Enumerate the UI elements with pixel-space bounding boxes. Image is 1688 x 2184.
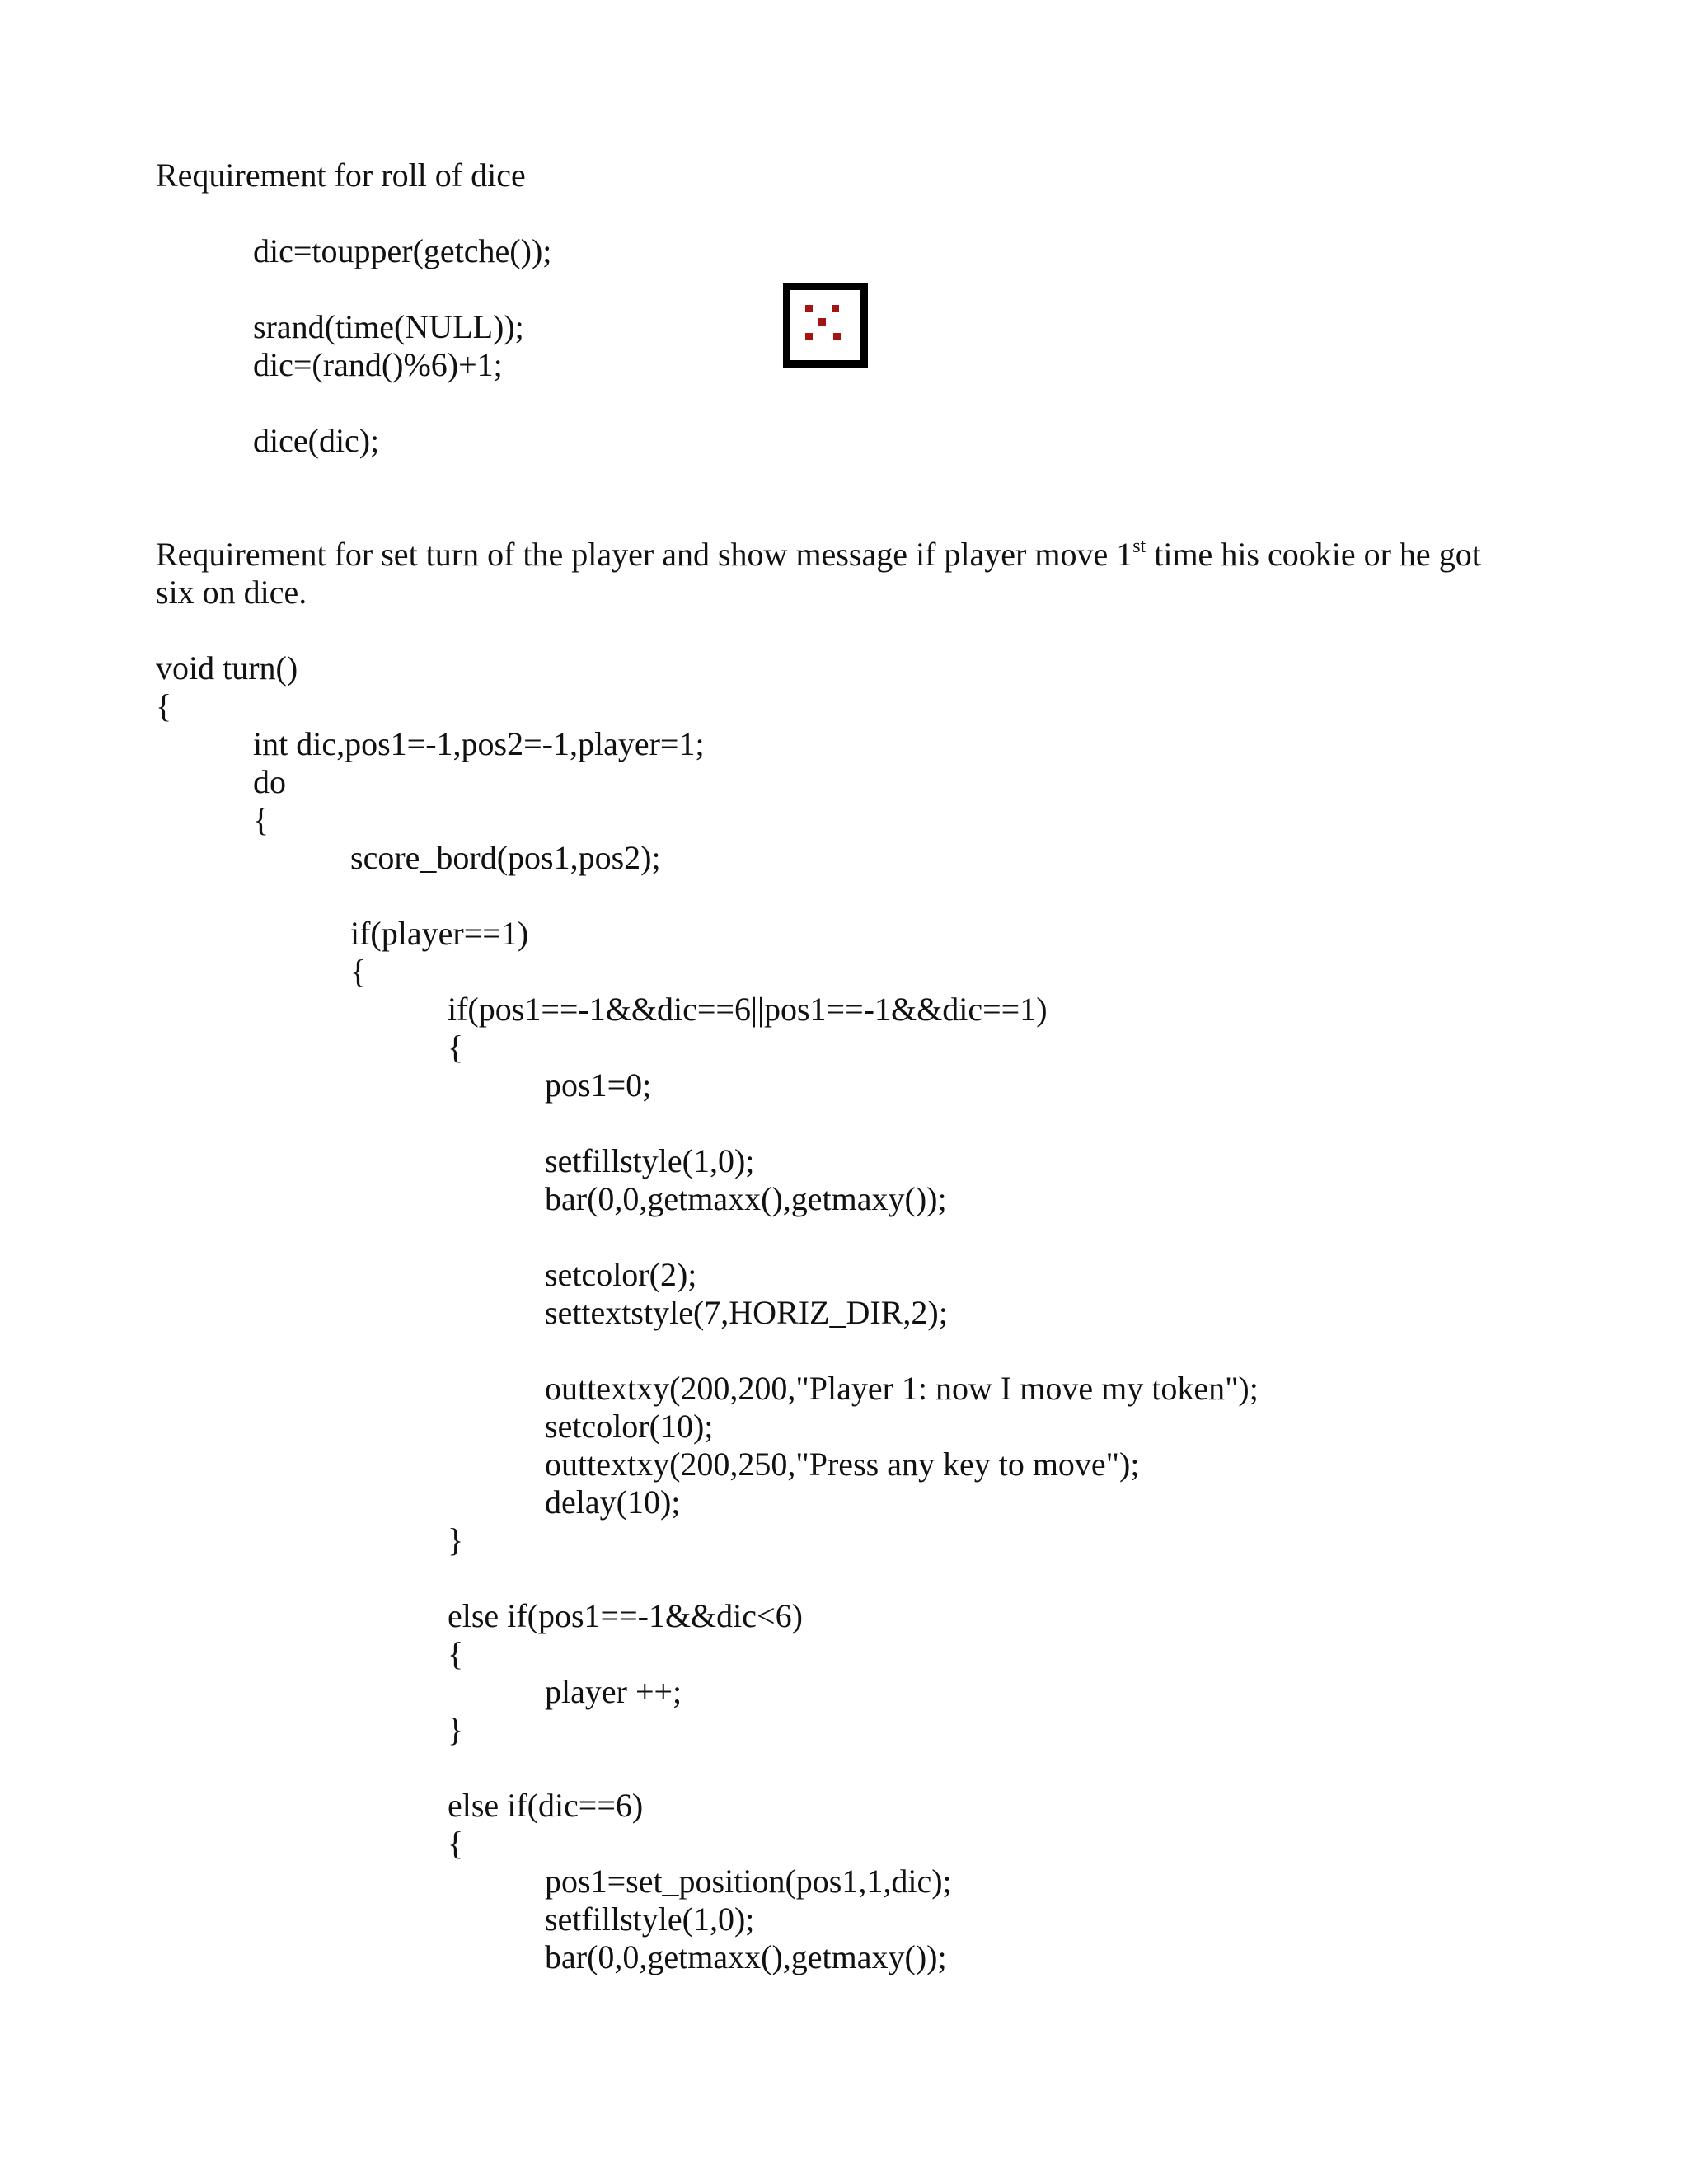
code-line: outtextxy(200,200,"Player 1: now I move my token"); [545,1370,1259,1407]
code-line: } [448,1711,464,1748]
code-line: setcolor(10); [545,1408,714,1445]
code-line: settextstyle(7,HORIZ_DIR,2); [545,1294,948,1331]
code-line: player ++; [545,1673,682,1710]
code-line: { [448,1635,464,1672]
dice-pip [833,333,841,340]
code-line: { [156,687,172,724]
code-line: if(player==1) [350,915,529,952]
code-line: dic=toupper(getche()); [253,232,552,269]
section-heading-set-turn-line2: six on dice. [156,574,307,611]
code-line: srand(time(NULL)); [253,308,524,345]
code-line: delay(10); [545,1483,681,1521]
code-line: dice(dic); [253,422,380,459]
code-line: else if(pos1==-1&&dic<6) [448,1597,803,1634]
code-line: void turn() [156,649,298,687]
section-heading-set-turn [156,536,1481,574]
dice-pip [832,305,839,312]
code-line: { [253,801,270,838]
dice-pip [805,305,813,312]
code-line: pos1=0; [545,1066,652,1104]
code-line: bar(0,0,getmaxx(),getmaxy()); [545,1938,947,1975]
code-line: int dic,pos1=-1,pos2=-1,player=1; [253,725,705,762]
heading-text-continued: time his cookie or he got [1146,536,1481,573]
code-line: else if(dic==6) [448,1787,644,1824]
heading-superscript: st [1132,536,1146,557]
code-line: bar(0,0,getmaxx(),getmaxy()); [545,1180,947,1217]
dice-pip [818,318,826,326]
dice-face-image [783,283,868,368]
code-line: setfillstyle(1,0); [545,1142,755,1179]
code-line: outtextxy(200,250,"Press any key to move"); [545,1446,1140,1483]
code-line: score_bord(pos1,pos2); [350,839,661,876]
dice-pip [805,333,813,340]
code-line: { [350,953,367,990]
heading-text: Requirement for set turn of the player and show message if player move 1 [156,536,1133,573]
code-line: setfillstyle(1,0); [545,1900,755,1938]
code-line: setcolor(2); [545,1256,697,1293]
code-line: } [448,1521,464,1558]
code-line: dic=(rand()%6)+1; [253,346,503,383]
code-line: if(pos1==-1&&dic==6||pos1==-1&&dic==1) [448,991,1048,1028]
code-line: pos1=set_position(pos1,1,dic); [545,1863,952,1900]
code-line: { [448,1825,464,1862]
code-line: { [448,1029,464,1066]
section-heading-roll-of-dice: Requirement for roll of dice [156,157,526,194]
code-line: do [253,763,286,800]
